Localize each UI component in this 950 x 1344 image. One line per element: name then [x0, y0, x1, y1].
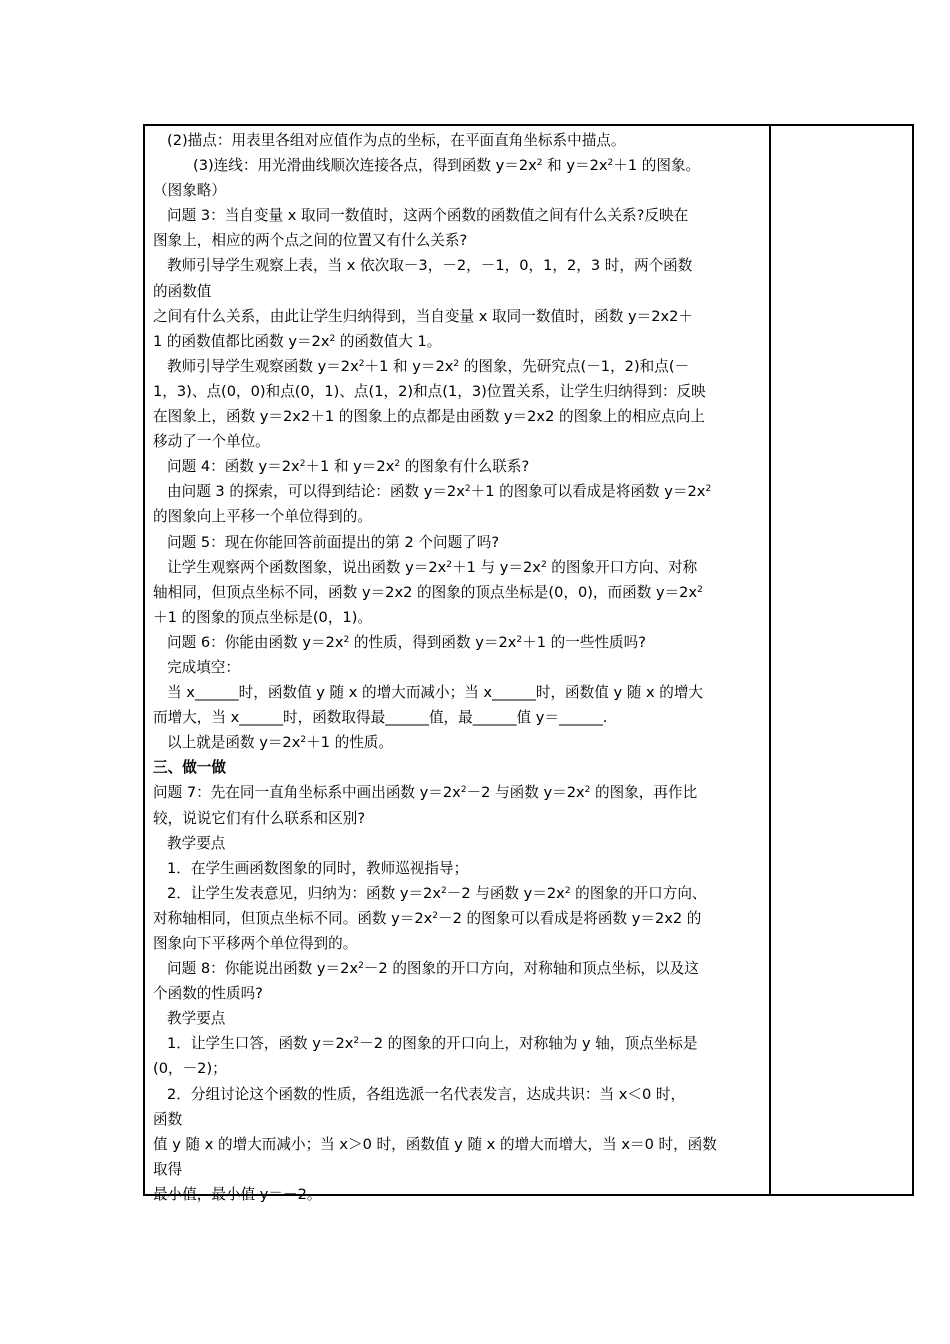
text-line: 的图象向上平移一个单位得到的。: [153, 508, 372, 526]
text-line: 函数: [153, 1110, 183, 1128]
text-line: 1，3)、点(0，0)和点(0，1)、点(1，2)和点(1，3)位置关系，让学生归纳得到：反映: [153, 382, 706, 400]
section-heading: 三、做一做: [153, 759, 226, 777]
text-line: 教师引导学生观察函数 $y=2x^2+1$ 和 $y=2x^2$ 的图象，先研究点(－1，2)和点(－: [167, 357, 690, 375]
text-line: 完成填空：: [167, 658, 240, 676]
text-line: 问题 7：先在同一直角坐标系中画出函数 $y=2x^2-2$ 与函数 $y=2x^2$ 的图象，再作比: [153, 784, 698, 802]
text-line: 的函数值: [153, 282, 212, 300]
text-line: 最小值，最小值 y＝－2。: [153, 1185, 322, 1203]
text-line: ＋1 的图象的顶点坐标是(0，1)。: [153, 608, 373, 626]
text-line: 2．分组讨论这个函数的性质，各组选派一名代表发言，达成共识：当 x＜0 时，: [167, 1085, 686, 1103]
text-line: 值 y 随 x 的增大而减小；当 x＞0 时，函数值 y 随 x 的增大而增大，当 x＝0 时，函数: [153, 1135, 717, 1153]
text-line: 问题 4：函数 $y=2x^2+1$ 和 $y=2x^2$ 的图象有什么联系?: [167, 458, 530, 476]
text-line: （图象略）: [153, 182, 226, 200]
text-line: 教学要点: [167, 834, 226, 852]
text-line: (2)描点：用表里各组对应值作为点的坐标，在平面直角坐标系中描点。: [167, 132, 626, 149]
text-line: 由问题 3 的探索，可以得到结论：函数 $y=2x^2+1$ 的图象可以看成是将函数 $y=2x^2$: [167, 483, 712, 501]
text-line: 图象上，相应的两个点之间的位置又有什么关系?: [153, 232, 468, 250]
column-divider: [769, 126, 771, 1194]
text-line: 教师引导学生观察上表，当 x 依次取－3，－2，－1，0，1，2，3 时，两个函数: [167, 257, 693, 275]
text-line: 而增大，当 x______时，函数取得最______值，最______值 y＝______.: [153, 709, 608, 727]
text-line: 轴相同，但顶点坐标不同，函数 y＝2x2 的图象的顶点坐标是(0，0)，而函数 $y=2x^2$: [153, 583, 703, 601]
text-line: 在图象上，函数 y＝2x2＋1 的图象上的点都是由函数 y＝2x2 的图象上的相应点向上: [153, 408, 705, 426]
text-line: 对称轴相同，但顶点坐标不同。函数 $y=2x^2-2$ 的图象可以看成是将函数 y＝2x2 的: [153, 909, 702, 927]
text-line: 1．让学生口答，函数 $y=2x^2-2$ 的图象的开口向上，对称轴为 y 轴，顶点坐标是: [167, 1035, 698, 1053]
text-line: 以上就是函数 $y=2x^2+1$ 的性质。: [167, 734, 393, 752]
text-line: 图象向下平移两个单位得到的。: [153, 935, 358, 952]
text-line: (3)连线：用光滑曲线顺次连接各点，得到函数 $y=2x^2$ 和 $y=2x^2+1$ 的图象。: [193, 157, 701, 175]
text-line: 取得: [153, 1160, 183, 1178]
lesson-table: [143, 124, 914, 1203]
text-line: 问题 3：当自变量 x 取同一数值时，这两个函数的函数值之间有什么关系?反映在: [167, 207, 689, 225]
text-line: (0，－2)；: [153, 1060, 227, 1078]
text-line: 个函数的性质吗?: [153, 985, 263, 1003]
text-line: 教学要点: [167, 1010, 226, 1028]
text-line: 问题 5：现在你能回答前面提出的第 2 个问题了吗?: [167, 533, 500, 551]
text-line: 较，说说它们有什么联系和区别?: [153, 809, 366, 827]
text-line: 当 x______时，函数值 y 随 x 的增大而减小；当 x______时，函数值 y 随 x 的增大: [167, 684, 704, 702]
text-line: 1 的函数值都比函数 $y=2x^2$ 的函数值大 1。: [153, 332, 442, 350]
text-line: 让学生观察两个函数图象，说出函数 $y=2x^2+1$ 与 $y=2x^2$ 的图象开口方向、对称: [167, 558, 698, 576]
lesson-content-cell: [153, 128, 763, 1207]
text-line: 1．在学生画函数图象的同时，教师巡视指导；: [167, 859, 469, 877]
text-line: 移动了一个单位。: [153, 433, 270, 451]
text-line: 2．让学生发表意见，归纳为：函数 $y=2x^2-2$ 与函数 $y=2x^2$ 的图象的开口方向、: [167, 884, 707, 902]
text-line: 问题 6：你能由函数 $y=2x^2$ 的性质，得到函数 $y=2x^2+1$ 的一些性质吗?: [167, 633, 646, 651]
text-line: 问题 8：你能说出函数 $y=2x^2-2$ 的图象的开口方向，对称轴和顶点坐标，以及这: [167, 960, 699, 978]
text-line: 之间有什么关系，由此让学生归纳得到，当自变量 x 取同一数值时，函数 y＝2x2＋: [153, 307, 693, 325]
